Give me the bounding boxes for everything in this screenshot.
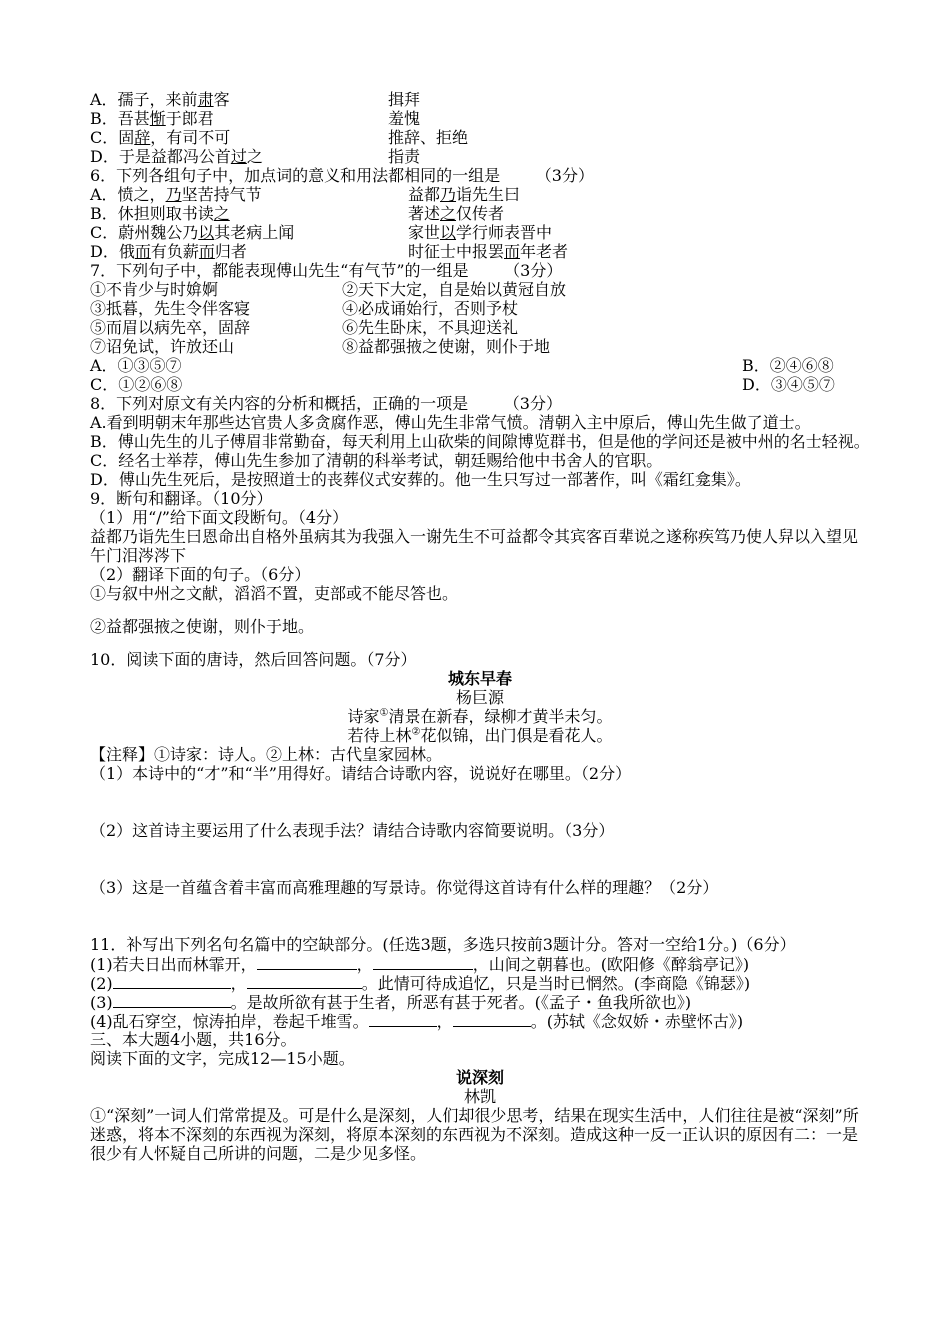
q5-option-a: A．孺子，来前肃客 揖拜 xyxy=(90,90,421,109)
poem-line-1: 诗家①清景在新春，绿柳才黄半未匀。 xyxy=(347,707,613,726)
article-author: 林凯 xyxy=(463,1087,496,1106)
q7-choices-cd xyxy=(90,375,870,394)
answer-blank[interactable] xyxy=(453,1011,531,1027)
q6-stem: 6．下列各组句子中，加点词的意义和用法都相同的一组是 （3分） xyxy=(90,166,594,185)
q10-stem: 10．阅读下面的唐诗，然后回答问题。（7分） xyxy=(90,650,417,669)
q8-stem: 8．下列对原文有关内容的分析和概括，正确的一项是 （3分） xyxy=(90,394,562,413)
q8-option-c: C．经名士举荐，傅山先生参加了清朝的科举考试，朝廷赐给他中书舍人的官职。 xyxy=(90,451,663,470)
q10-sub-3: （3）这是一首蕴含着丰富而高雅理趣的写景诗。你觉得这首诗有什么样的理趣？（2分） xyxy=(90,878,719,897)
q9-sentence-1: ①与叙中州之文献，滔滔不置，吏部或不能尽答也。 xyxy=(90,584,459,603)
answer-blank[interactable] xyxy=(369,1011,437,1027)
poem-author: 杨巨源 xyxy=(455,688,504,707)
answer-blank[interactable] xyxy=(373,954,473,970)
poem-note: 【注释】①诗家：诗人。②上林：古代皇家园林。 xyxy=(90,745,443,764)
q7-choice-c: C．①②⑥⑧ xyxy=(90,375,183,394)
q8-option-d: D．傅山先生死后，是按照道士的丧葬仪式安葬的。他一生只写过一部著作，叫《霜红龛集》。 xyxy=(90,470,751,489)
q7-row: ③抵暮，先生令伴客寝 ④必成诵始行，否则予杖 xyxy=(90,299,519,318)
q11-stem: 11．补写出下列名句名篇中的空缺部分。(任选3题，多选只按前3题计分。答对一空给1分。)（6分） xyxy=(90,935,796,954)
answer-blank[interactable] xyxy=(257,954,357,970)
section-header: 三、本大题4小题，共16分。 xyxy=(90,1030,297,1049)
article-paragraph-1: ①“深刻”一词人们常常提及。可是什么是深刻，人们却很少思考，结果在现实生活中，人们往往是被“深刻”所迷惑，将本不深刻的东西视为深刻，将原本深刻的东西视为不深刻。造成这种一反一正认识的原因有二：一是很少有人怀疑自己所讲的问题，二是少见多怪。 xyxy=(90,1106,859,1163)
q11-item-1: (1)若夫日出而林霏开， ， ，山间之朝暮也。(欧阳修《醉翁亭记》) xyxy=(90,955,750,974)
q7-row: ⑤而眉以病先卒，固辞 ⑥先生卧床，不具迎送礼 xyxy=(90,318,519,337)
q11-item-3: (3) 。是故所欲有甚于生者，所恶有甚于死者。(《孟子・鱼我所欲也》) xyxy=(90,993,692,1012)
answer-blank[interactable] xyxy=(247,973,362,989)
q7-stem: 7．下列句子中，都能表现傅山先生“有气节”的一组是 （3分） xyxy=(90,261,563,280)
q7-row: ①不肯少与时媕婀 ②天下大定，自是始以黄冠自放 xyxy=(90,280,567,299)
poem-line-2: 若待上林②花似锦，出门俱是看花人。 xyxy=(347,726,613,745)
exam-page xyxy=(90,90,870,1163)
q10-sub-1: （1）本诗中的“才”和“半”用得好。请结合诗歌内容，说说好在哪里。（2分） xyxy=(90,764,632,783)
q6-row-a: A．愤之，乃坚苦持气节 益都乃诣先生曰 xyxy=(90,185,521,204)
q11-item-2: (2) ， 。此情可待成追忆，只是当时已惘然。(李商隐《锦瑟》) xyxy=(90,974,751,993)
section-instruction: 阅读下面的文字，完成12—15小题。 xyxy=(90,1049,355,1068)
article-title: 说深刻 xyxy=(455,1068,504,1087)
q9-part1: （1）用“/”给下面文段断句。（4分） xyxy=(90,508,349,527)
q8-option-b: B．傅山先生的儿子傅眉非常勤奋，每天利用上山砍柴的间隙博览群书，但是他的学问还是被中州的名士轻视。 xyxy=(90,432,870,451)
q7-choices-ab xyxy=(90,356,870,375)
answer-blank[interactable] xyxy=(113,973,231,989)
q6-row-d: D．俄而有负薪而归者 时征士中报罢而年老者 xyxy=(90,242,569,261)
q9-stem: 9．断句和翻译。（10分） xyxy=(90,489,273,508)
q9-sentence-2: ②益都强掖之使谢，则仆于地。 xyxy=(90,617,315,636)
q10-sub-2: （2）这首诗主要运用了什么表现手法？请结合诗歌内容简要说明。（3分） xyxy=(90,821,615,840)
q7-choice-b: B．②④⑥⑧ xyxy=(742,356,834,375)
q9-passage: 益都乃诣先生曰恩命出自格外虽病其为我强入一谢先生不可益都令其宾客百辈说之遂称疾笃乃使人舁以入望见午门泪涔涔下 xyxy=(90,527,859,565)
q7-choice-a: A．①③⑤⑦ xyxy=(90,356,182,375)
q9-part2: （2）翻译下面的句子。（6分） xyxy=(90,565,311,584)
q5-option-b: B．吾甚惭于郎君 羞愧 xyxy=(90,109,421,128)
q6-row-b: B．休担则取书读之 著述之仅传者 xyxy=(90,204,505,223)
q11-item-4: (4)乱石穿空，惊涛拍岸，卷起千堆雪。 ， 。(苏轼《念奴娇・赤壁怀古》) xyxy=(90,1012,744,1031)
answer-blank[interactable] xyxy=(113,992,231,1008)
q5-options xyxy=(90,90,870,166)
q7-row: ⑦诏免试，许放还山 ⑧益都强掖之使谢，则仆于地 xyxy=(90,337,551,356)
q5-option-c: C．固辞，有司不可 推辞、拒绝 xyxy=(90,128,469,147)
q5-option-d: D．于是益都冯公首过之 指责 xyxy=(90,147,421,166)
q7-choice-d: D．③④⑤⑦ xyxy=(742,375,835,394)
q6-row-c: C．蔚州魏公乃以其老病上闻 家世以学行师表晋中 xyxy=(90,223,553,242)
q8-option-a: A.看到明朝末年那些达官贵人多贪腐作恶，傅山先生非常气愤。清朝入主中原后，傅山先生做了道士。 xyxy=(90,413,811,432)
poem-title: 城东早春 xyxy=(447,669,512,688)
